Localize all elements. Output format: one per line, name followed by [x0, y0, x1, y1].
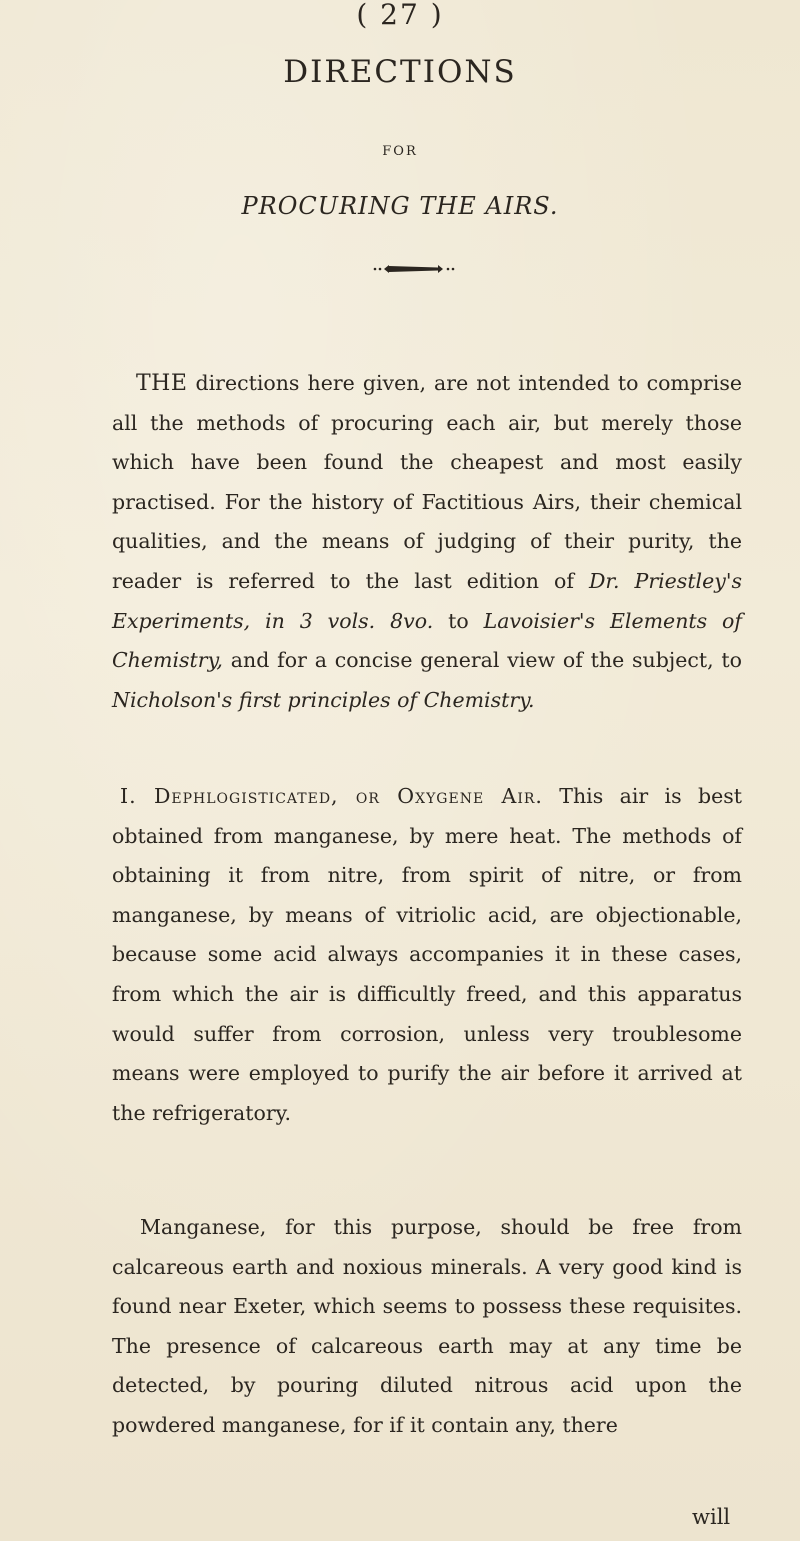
reference-priestley: Dr. Priestley's Experiments, in 3 vols. 8vo.: [112, 568, 742, 633]
page-subtitle: PROCURING THE AIRS.: [241, 192, 559, 220]
intro-text-a: directions here given, are not intended to comprise all the methods of procuring each air, but merely those which have been found the cheapest and most easily practised. For the history of Factitious Airs, their chemical qualities, and the means of judging of their purity, the reader is referred to the last edition of: [112, 371, 742, 593]
page-number: ( 27 ): [356, 0, 444, 31]
manganese-paragraph: [112, 1208, 742, 1446]
reference-lavoisier: Lavoisier's Elements of Chemistry,: [112, 608, 742, 673]
intro-text-b: to: [433, 608, 484, 633]
intro-paragraph: [112, 364, 742, 720]
manganese-text: Manganese, for this purpose, should be free from calcareous earth and noxious minerals. A very good kind is found near Exeter, which seems to possess these requisites. The presence of calcareous earth may at any time be detected, by pouring diluted nitrous acid upon the powdered manganese, for if it contain any, there: [112, 1215, 742, 1437]
title-connector: FOR: [382, 144, 418, 159]
section-heading-oxygen-air: I. Dephlogisticated, or Oxygene Air.: [120, 784, 543, 808]
page-title: DIRECTIONS: [283, 54, 517, 90]
reference-nicholson: Nicholson's first principles of Chemistry.: [112, 687, 535, 712]
oxygen-air-text: This air is best obtained from manganese, by mere heat. The methods of obtaining it from nitre, from spirit of nitre, or from manganese, by means of vitriolic acid, are objectionable, because some acid always accompanies it in these cases, from which the air is difficultly freed, and this apparatus would suffer from corrosion, unless very troublesome means were employed to purify the air before it arrived at the refrigeratory.: [112, 784, 742, 1125]
intro-text-c: and for a concise general view of the subject, to: [222, 648, 742, 673]
paragraph-lead-word: THE: [136, 371, 188, 396]
divider-ornament-icon: [372, 261, 456, 277]
catchword: will: [692, 1505, 731, 1529]
oxygen-air-paragraph: [112, 777, 742, 1133]
